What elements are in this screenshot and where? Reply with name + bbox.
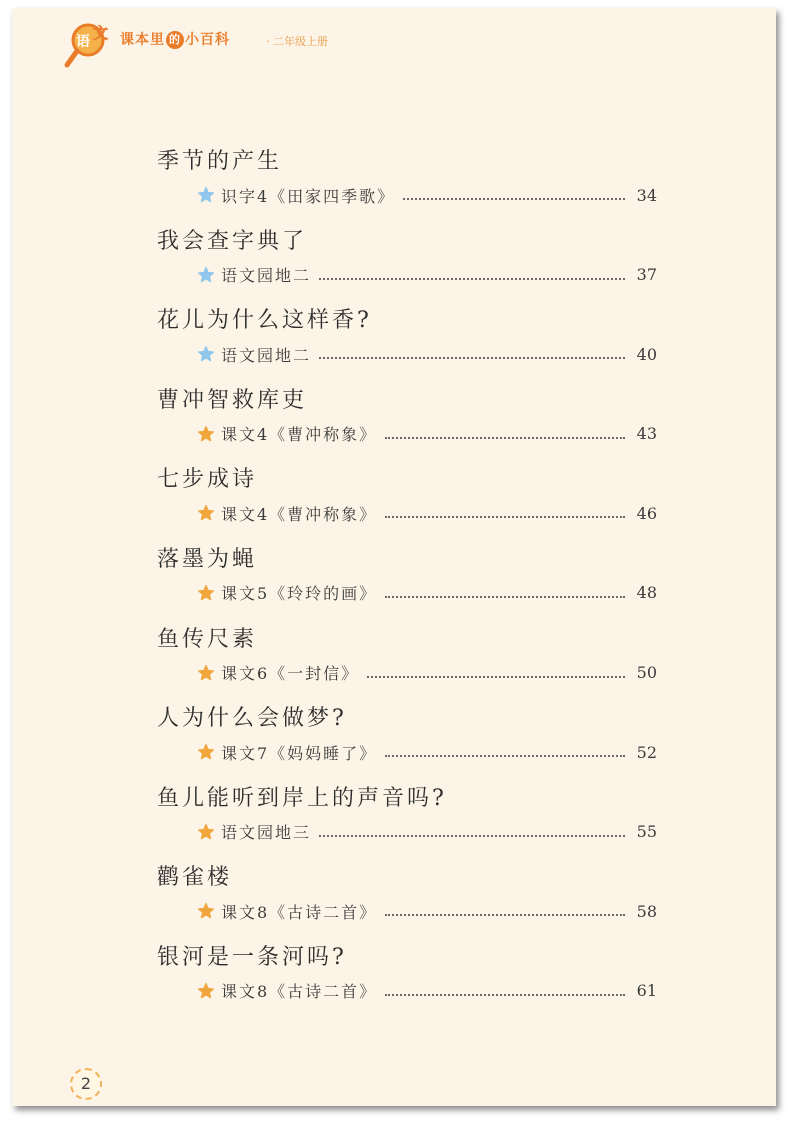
table-of-contents bbox=[157, 144, 657, 1020]
toc-entry[interactable] bbox=[157, 622, 657, 702]
entry-source: 课文6《一封信》 bbox=[221, 664, 360, 684]
dot-leader bbox=[385, 992, 625, 996]
entry-source: 识字4《田家四季歌》 bbox=[221, 186, 396, 206]
series-title-part1: 课本里 bbox=[120, 32, 165, 48]
entry-source-line bbox=[197, 582, 657, 604]
dot-leader bbox=[385, 594, 625, 598]
toc-entry[interactable] bbox=[157, 701, 657, 781]
entry-title: 曹冲智救库吏 bbox=[157, 387, 308, 413]
entry-source-line bbox=[197, 184, 657, 206]
toc-entry[interactable] bbox=[157, 542, 657, 622]
entry-title: 七步成诗 bbox=[157, 467, 258, 493]
toc-entry[interactable] bbox=[157, 462, 657, 542]
entry-source-line bbox=[197, 343, 657, 365]
entry-source: 课文5《玲玲的画》 bbox=[221, 584, 378, 604]
toc-entry[interactable] bbox=[157, 303, 657, 383]
page-header bbox=[12, 8, 776, 78]
entry-source: 课文7《妈妈睡了》 bbox=[221, 743, 378, 763]
book-page bbox=[12, 8, 776, 1106]
entry-source: 课文8《古诗二首》 bbox=[221, 902, 378, 922]
star-icon bbox=[197, 425, 215, 443]
entry-source: 语文园地三 bbox=[221, 823, 312, 843]
entry-title: 花儿为什么这样香? bbox=[157, 308, 372, 334]
star-icon bbox=[197, 345, 215, 363]
entry-page-number: 34 bbox=[636, 185, 657, 205]
star-icon bbox=[197, 664, 215, 682]
toc-entry[interactable] bbox=[157, 781, 657, 861]
entry-title: 人为什么会做梦? bbox=[157, 706, 347, 732]
entry-source-line bbox=[197, 264, 657, 286]
series-title-badge: 的 bbox=[166, 31, 184, 49]
dot-leader bbox=[319, 276, 625, 280]
logo-char-1: 语 bbox=[76, 34, 90, 50]
series-logo bbox=[64, 20, 124, 70]
entry-source-line bbox=[197, 821, 657, 843]
entry-page-number: 58 bbox=[636, 901, 657, 921]
star-icon bbox=[197, 743, 215, 761]
toc-entry[interactable] bbox=[157, 224, 657, 304]
dot-leader bbox=[385, 753, 625, 757]
entry-source: 课文4《曹冲称象》 bbox=[221, 425, 378, 445]
dot-leader bbox=[367, 674, 625, 678]
entry-title: 季节的产生 bbox=[157, 149, 283, 174]
entry-source-line bbox=[197, 662, 657, 684]
entry-source: 课文8《古诗二首》 bbox=[221, 982, 378, 1002]
dot-leader bbox=[385, 514, 625, 518]
dot-leader bbox=[319, 833, 625, 837]
entry-page-number: 50 bbox=[636, 663, 657, 683]
dot-leader bbox=[385, 912, 625, 916]
entry-title: 我会查字典了 bbox=[157, 228, 308, 254]
entry-page-number: 40 bbox=[636, 344, 657, 364]
entry-page-number: 52 bbox=[636, 742, 657, 762]
entry-source-line bbox=[197, 900, 657, 922]
series-title-part2: 小百科 bbox=[185, 32, 230, 48]
entry-source: 语文园地二 bbox=[221, 345, 312, 365]
star-icon bbox=[197, 902, 215, 920]
entry-source-line bbox=[197, 502, 657, 524]
entry-page-number: 48 bbox=[636, 583, 657, 603]
dot-leader bbox=[319, 355, 625, 359]
series-title bbox=[120, 29, 230, 49]
entry-source: 课文4《曹冲称象》 bbox=[221, 504, 378, 524]
magnifier-icon bbox=[64, 20, 124, 70]
toc-entry[interactable] bbox=[157, 383, 657, 463]
entry-title: 鱼儿能听到岸上的声音吗? bbox=[157, 785, 447, 811]
dot-leader bbox=[403, 196, 625, 200]
grade-label: · 二年级上册 bbox=[266, 35, 328, 48]
entry-source: 语文园地二 bbox=[221, 266, 312, 286]
toc-entry[interactable] bbox=[157, 940, 657, 1020]
entry-title: 银河是一条河吗? bbox=[157, 944, 347, 970]
entry-page-number: 43 bbox=[636, 424, 657, 444]
entry-page-number: 61 bbox=[636, 981, 657, 1001]
star-icon bbox=[197, 584, 215, 602]
entry-title: 落墨为蝇 bbox=[157, 546, 258, 572]
entry-page-number: 37 bbox=[636, 265, 657, 285]
entry-page-number: 46 bbox=[636, 503, 657, 523]
star-icon bbox=[197, 504, 215, 522]
dot-leader bbox=[385, 435, 625, 439]
page-number: 2 bbox=[70, 1068, 102, 1100]
star-icon bbox=[197, 982, 215, 1000]
toc-entry[interactable] bbox=[157, 860, 657, 940]
toc-entry[interactable] bbox=[157, 144, 657, 224]
entry-title: 鹳雀楼 bbox=[157, 865, 233, 891]
entry-source-line bbox=[197, 423, 657, 445]
star-icon bbox=[197, 266, 215, 284]
star-icon bbox=[197, 823, 215, 841]
logo-char-2: 文 bbox=[93, 24, 109, 42]
entry-source-line bbox=[197, 980, 657, 1002]
entry-title: 鱼传尺素 bbox=[157, 626, 258, 652]
entry-page-number: 55 bbox=[636, 822, 657, 842]
star-icon bbox=[197, 186, 215, 204]
entry-source-line bbox=[197, 741, 657, 763]
